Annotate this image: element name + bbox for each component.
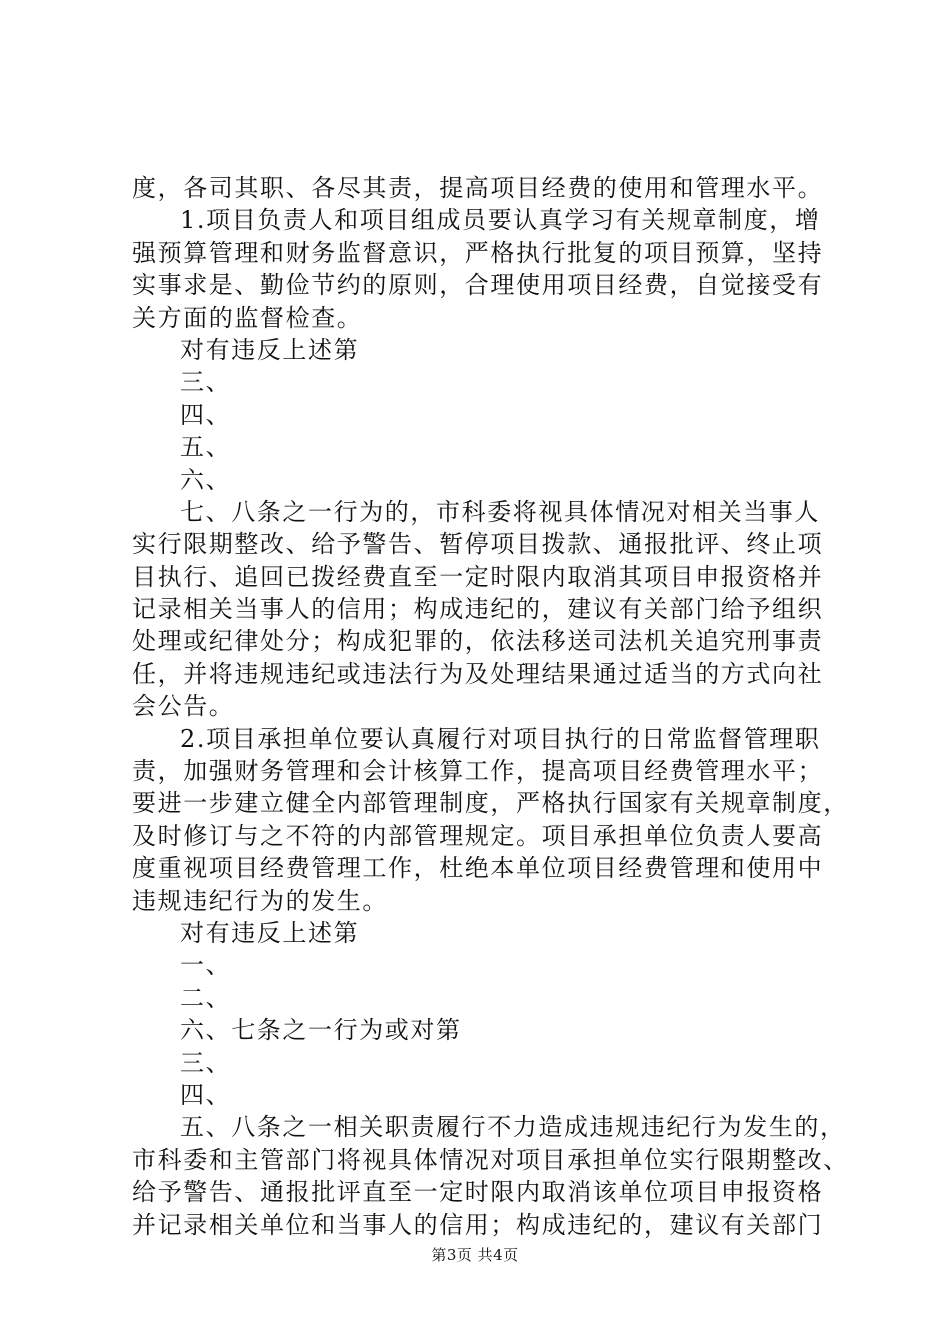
text-line: 六、七条之一行为或对第 [180, 1016, 462, 1045]
text-line: 度重视项目经费管理工作，杜绝本单位项目经费管理和使用中 [132, 854, 824, 883]
page-footer: 第3页 共4页 [431, 1246, 519, 1264]
text-line: 实事求是、勤俭节约的原则，合理使用项目经费，自觉接受有 [132, 271, 824, 300]
text-line: 2.项目承担单位要认真履行对项目执行的日常监督管理职 [180, 724, 821, 753]
text-line: 对有违反上述第 [180, 335, 360, 364]
text-line: 会公告。 [132, 692, 235, 721]
text-line: 并记录相关单位和当事人的信用；构成违纪的，建议有关部门 [132, 1210, 824, 1239]
text-line: 对有违反上述第 [180, 918, 360, 947]
text-line: 目执行、追回已拨经费直至一定时限内取消其项目申报资格并 [132, 562, 824, 591]
text-line: 记录相关当事人的信用；构成违纪的，建议有关部门给予组织 [132, 595, 824, 624]
text-line: 及时修订与之不符的内部管理规定。项目承担单位负责人要高 [132, 821, 824, 850]
text-line: 要进一步建立健全内部管理制度，严格执行国家有关规章制度， [132, 789, 849, 818]
text-line: 四、 [180, 1080, 232, 1109]
text-line: 四、 [180, 400, 232, 429]
document-body [132, 172, 849, 1241]
text-line: 市科委和主管部门将视具体情况对项目承担单位实行限期整改、 [132, 1145, 849, 1174]
text-line: 三、 [180, 368, 232, 397]
text-line: 处理或纪律处分；构成犯罪的，依法移送司法机关追究刑事责 [132, 627, 824, 656]
text-line: 违规违纪行为的发生。 [132, 886, 388, 915]
text-line: 强预算管理和财务监督意识，严格执行批复的项目预算，坚持 [132, 238, 824, 267]
text-line: 一、 [180, 951, 232, 980]
text-line: 度，各司其职、各尽其责，提高项目经费的使用和管理水平。 [132, 174, 824, 202]
text-line: 任，并将违规违纪或违法行为及处理结果通过适当的方式向社 [132, 659, 824, 688]
text-line: 责，加强财务管理和会计核算工作，提高项目经费管理水平； [132, 757, 824, 786]
text-line: 五、 [180, 433, 232, 462]
text-line: 关方面的监督检查。 [132, 303, 363, 332]
text-line: 实行限期整改、给予警告、暂停项目拨款、通报批评、终止项 [132, 530, 824, 559]
text-line: 五、八条之一相关职责履行不力造成违规违纪行为发生的， [180, 1113, 846, 1142]
text-line: 六、 [180, 465, 232, 494]
text-line: 七、八条之一行为的，市科委将视具体情况对相关当事人 [180, 497, 820, 526]
text-line: 1.项目负责人和项目组成员要认真学习有关规章制度，增 [180, 206, 821, 235]
text-line: 三、 [180, 1048, 232, 1077]
text-line: 二、 [180, 983, 232, 1012]
text-line: 给予警告、通报批评直至一定时限内取消该单位项目申报资格 [132, 1178, 824, 1207]
